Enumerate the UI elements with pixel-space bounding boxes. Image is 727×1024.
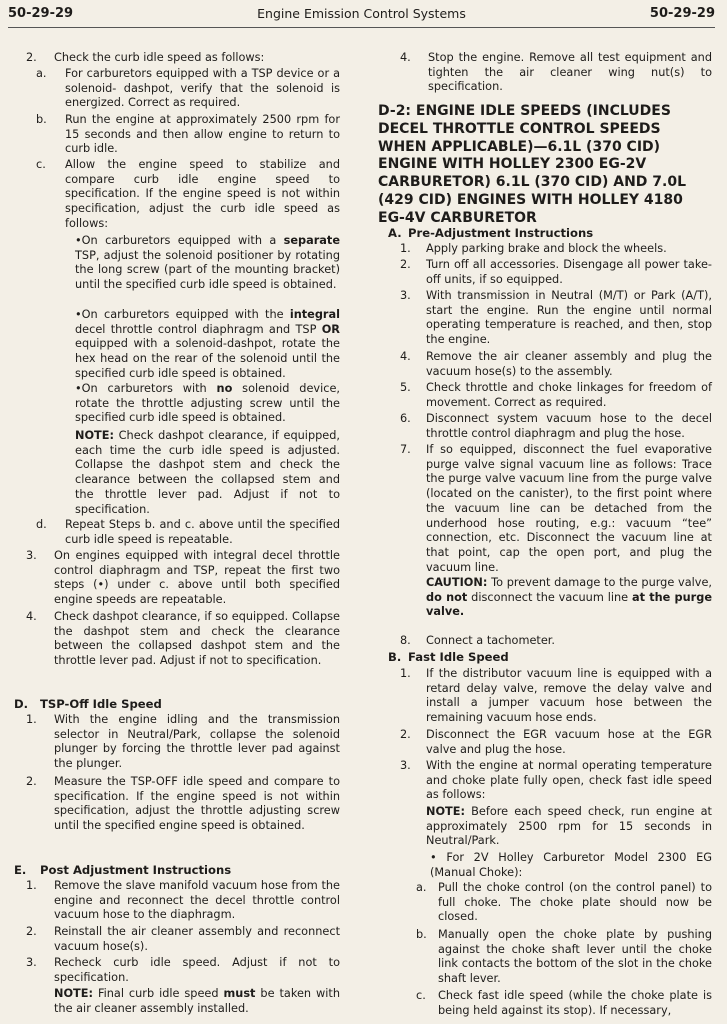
item-text: Remove the air cleaner assembly and plug the vacuum hose(s) to the assembly. [426,350,712,378]
item-text: Check dashpot clearance, if so equipped. Collapse the dashpot stem and check the clearance between the collapsed dashpot stem and the throttle lever pad. Adjust if not to specification. [54,610,340,668]
item-text [75,429,340,517]
text-block [378,667,712,726]
item-marker: a. [36,67,47,80]
text-block [378,881,712,925]
text-block [378,851,712,880]
item-text: Remove the slave manifold vacuum hose from the engine and reconnect the decel throttle control vacuum hose to the diaphragm. [54,879,340,922]
text-block [18,234,340,293]
item-text [54,987,340,1016]
emphasis-text: do not [426,590,468,604]
item-text: Recheck curb idle speed. Adjust if not to specification. [54,956,340,984]
text-block [378,226,712,241]
item-marker: E. [14,863,27,877]
run-text: equipped with a solenoid-dashpot, rotate the hex head on the rear of the solenoid until the specified curb idle speed is obtained. [75,337,340,380]
item-text: Post Adjustment Instructions [40,863,232,877]
run-text: disconnect the vacuum line [467,590,632,604]
item-marker: 8. [400,634,411,647]
run-text: solenoid device, rotate the throttle adjusting screw until the specified curb idle speed is obtained. [75,382,340,425]
text-block [378,989,712,1018]
item-marker: 2. [26,925,37,938]
item-text: Connect a tachometer. [426,634,555,647]
run-text: be taken with the air cleaner assembly installed. [54,987,340,1015]
item-text: Fast Idle Speed [408,650,509,664]
item-text: Manually open the choke plate by pushing against the choke shaft lever until the choke link contacts the bottom of the slot in the choke shaft lever. [438,928,712,986]
text-block [14,863,340,878]
emphasis-text: NOTE: [54,987,93,1000]
text-block [18,158,340,232]
emphasis-text: OR [321,322,340,336]
item-marker: d. [36,518,47,531]
text-block [378,381,712,410]
item-marker: 4. [400,350,411,363]
text-block [378,350,712,379]
text-block [378,443,712,575]
item-marker: 2. [26,775,37,788]
item-text: Disconnect system vacuum hose to the decel throttle control diaphragm and plug the hose. [426,412,712,440]
item-text: Repeat Steps b. and c. above until the specified curb idle speed is repeatable. [65,518,340,546]
text-block [378,51,712,95]
item-text: Run the engine at approximately 2500 rpm for 15 seconds and then allow engine to return to curb idle. [65,113,340,156]
item-text: Measure the TSP-OFF idle speed and compare to specification. If the engine speed is not within specification, adjust the throttle adjusting screw until the specified engine speed is obtained. [54,775,340,833]
run-text: Final curb idle speed [93,987,224,1000]
item-marker: 2. [400,258,411,271]
item-text: With the engine at normal operating temperature and choke plate fully open, check fast idle speed as follows: [426,759,712,802]
item-marker: 4. [400,51,411,64]
page-header [8,6,715,24]
run-text: TSP, adjust the solenoid positioner by rotating the long screw (part of the mounting bracket) until the specified curb idle speed is obtained. [75,248,340,292]
item-marker: 1. [26,879,37,892]
text-block [14,697,340,712]
run-text: •On carburetors with [75,382,217,395]
text-block [18,67,340,111]
emphasis-text: no [216,382,233,395]
item-text: For carburetors equipped with a TSP device or a solenoid- dashpot, verify that the solenoid is energized. Correct as required. [65,67,340,110]
text-block [378,928,712,987]
run-text: To prevent damage to the purge valve, [487,576,712,589]
section-heading: D-2: ENGINE IDLE SPEEDS (INCLUDES DECEL THROTTLE CONTROL SPEEDS WHEN APPLICABLE)—6.1L (370 CID) ENGINE WITH HOLLEY 2300 EG-2V CARBURETOR) 6.1L (370 CID) AND 7.0L (429 CID) ENGINES WITH HOLLEY 4180 EG-4V CARBURETOR [378,103,687,226]
item-marker: 1. [26,713,37,726]
page-title: Engine Emission Control Systems [257,6,466,21]
text-block [18,113,340,157]
item-text: Allow the engine speed to stabilize and compare curb idle engine speed to specification. If the engine speed is not within specification, adjust the curb idle speed as follows: [65,158,340,230]
emphasis-text: separate [283,234,340,247]
item-text: With the engine idling and the transmission selector in Neutral/Park, collapse the solenoid plunger by forcing the throttle lever pad against the plunger. [54,713,340,771]
item-marker: 6. [400,412,411,425]
item-marker: b. [416,928,427,941]
text-block [378,412,712,441]
text-block [18,382,340,426]
emphasis-text: must [223,987,256,1000]
text-block [18,775,340,834]
text-block [378,805,712,849]
emphasis-text: at the purge valve. [426,590,713,619]
text-block [378,728,712,757]
item-text: Reinstall the air cleaner assembly and reconnect vacuum hose(s). [54,925,340,953]
item-marker: D. [14,697,29,711]
item-text [75,382,340,426]
text-block [378,242,712,257]
item-marker: 3. [400,289,411,302]
item-text [75,308,340,382]
page-number-right: 50-29-29 [649,6,715,21]
item-text: Disconnect the EGR vacuum hose at the EGR valve and plug the hose. [426,728,712,756]
item-text [75,234,340,293]
item-marker: 2. [26,51,37,64]
text-block [18,549,340,608]
text-block [18,956,340,985]
item-text [426,805,712,849]
item-marker: a. [416,881,427,894]
text-block [18,879,340,923]
text-block [378,650,712,665]
item-text: On engines equipped with integral decel throttle control diaphragm and TSP, repeat the first two steps (•) under c. above until both specified engine speeds are repeatable. [54,549,340,607]
item-text: Check the curb idle speed as follows: [54,51,265,64]
text-block [378,289,712,348]
item-text: • For 2V Holley Carburetor Model 2300 EG (Manual Choke): [430,851,712,879]
text-block [378,258,712,287]
page-number-left: 50-29-29 [8,6,74,21]
emphasis-text: integral [289,308,340,321]
item-text: Check throttle and choke linkages for freedom of movement. Correct as required. [426,381,712,409]
item-text: Apply parking brake and block the wheels. [426,242,667,255]
item-marker: 3. [26,549,37,562]
item-text: TSP-Off Idle Speed [40,697,162,711]
text-block [18,429,340,517]
item-text: With transmission in Neutral (M/T) or Park (A/T), start the engine. Run the engine until normal operating temperature is reached, and then, stop the engine. [426,289,712,347]
item-marker: A. [388,226,402,240]
item-text: Check fast idle speed (while the choke plate is being held against its stop). If necessary, [438,989,712,1017]
item-text: If so equipped, disconnect the fuel evaporative purge valve signal vacuum line as follows: Trace the purge valve vacuum line from the purge valve (located on the canister), to the first point where the vacuum line can be detached from the underhood hose routing, e.g.: vacuum “tee” connection, etc. Disconnect the vacuum line at that point, cap the open port, and plug the vacuum line. [426,443,712,574]
item-marker: 2. [400,728,411,741]
item-text: Pull the choke control (on the control panel) to full choke. The choke plate should now be closed. [438,881,712,924]
emphasis-text: NOTE: [426,805,465,818]
text-block [18,308,340,382]
item-marker: 3. [400,759,411,772]
text-block [378,634,712,649]
text-block [18,987,340,1016]
item-marker: 7. [400,443,411,456]
item-marker: 3. [26,956,37,969]
emphasis-text: CAUTION: [426,576,488,589]
text-block [18,925,340,954]
header-rule [8,27,715,28]
text-block [18,713,340,772]
text-block [18,610,340,669]
run-text: Before each speed check, run engine at approximately 2500 rpm for 15 seconds in Neutral/Park. [426,805,712,848]
text-block [378,576,712,620]
item-marker: c. [36,158,46,171]
run-text: decel throttle control diaphragm and TSP [75,322,322,336]
item-marker: c. [416,989,426,1002]
item-marker: 1. [400,667,411,680]
text-block [18,518,340,547]
item-text: If the distributor vacuum line is equipped with a retard delay valve, remove the delay valve and install a jumper vacuum hose between the remaining vacuum hose ends. [426,667,712,725]
text-block [378,759,712,803]
run-text: •On carburetors equipped with the [75,308,290,321]
item-marker: b. [36,113,47,126]
item-text: Pre-Adjustment Instructions [408,226,594,240]
item-text: Turn off all accessories. Disengage all power take-off units, if so equipped. [426,258,712,286]
emphasis-text: NOTE: [75,429,114,442]
item-text: Stop the engine. Remove all test equipment and tighten the air cleaner wing nut(s) to specification. [428,51,712,94]
item-marker: 1. [400,242,411,255]
item-marker: 5. [400,381,411,394]
run-text: •On carburetors equipped with a [75,234,284,247]
item-text [426,576,712,620]
run-text: Check dashpot clearance, if equipped, each time the curb idle speed is adjusted. Collapse the dashpot stem and check the clearance between the collapsed stem and the throttle lever pad. Adjust if not to specification. [75,429,340,516]
text-block [18,51,340,66]
item-marker: B. [388,650,402,664]
item-marker: 4. [26,610,37,623]
